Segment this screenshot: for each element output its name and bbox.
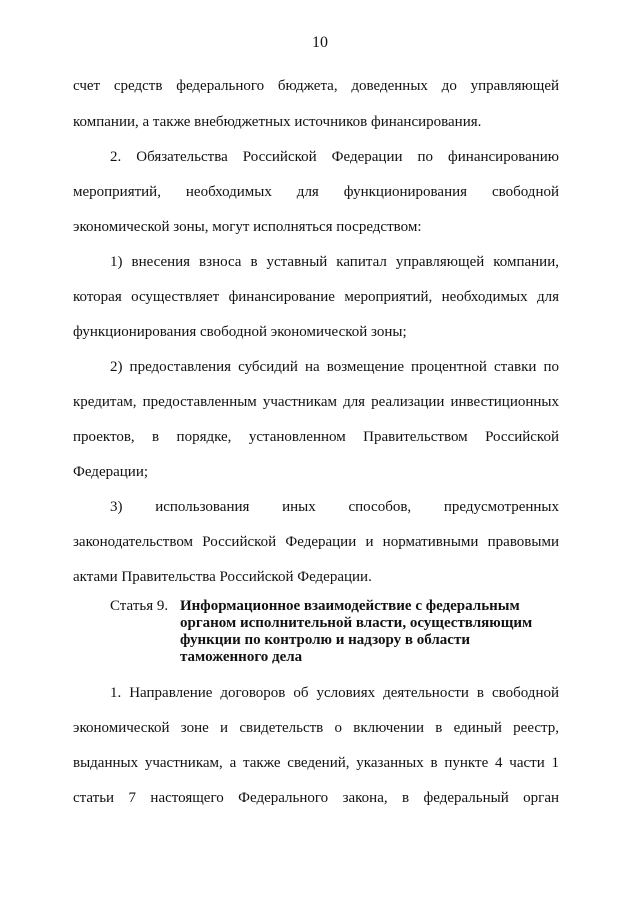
article-number: Статья 9. xyxy=(110,598,169,614)
text-line: счет средств федерального бюджета, доведенных до управляющей xyxy=(73,78,559,94)
article-title-line: органом исполнительной власти, осуществляющим xyxy=(180,615,533,631)
paragraph-2-start: 2. Обязательства Российской Федерации по финансированию xyxy=(110,149,559,165)
text-line: актами Правительства Российской Федерации. xyxy=(73,569,372,585)
article-title-line: функции по контролю и надзору в области xyxy=(180,632,470,648)
text-line: которая осуществляет финансирование мероприятий, необходимых для xyxy=(73,289,559,305)
list-item-3: 3) использования иных способов, предусмотренных xyxy=(110,499,559,515)
text-line: кредитам, предоставленным участникам для реализации инвестиционных xyxy=(73,394,559,410)
article-9-paragraph-1-start: 1. Направление договоров об условиях деятельности в свободной xyxy=(110,685,559,701)
text-line: экономической зоны, могут исполняться посредством: xyxy=(73,219,422,235)
text-line: функционирования свободной экономической зоны; xyxy=(73,324,407,340)
text-line: Федерации; xyxy=(73,464,149,480)
list-item-1: 1) внесения взноса в уставный капитал управляющей компании, xyxy=(110,254,559,270)
list-item-2: 2) предоставления субсидий на возмещение процентной ставки по xyxy=(110,359,559,375)
text-line: законодательством Российской Федерации и нормативными правовыми xyxy=(73,534,559,550)
text-line: мероприятий, необходимых для функционирования свободной xyxy=(73,184,559,200)
article-title-line: таможенного дела xyxy=(180,649,303,665)
text-line: компании, а также внебюджетных источников финансирования. xyxy=(73,114,482,130)
text-line: проектов, в порядке, установленном Правительством Российской xyxy=(73,429,559,445)
page-number: 10 xyxy=(312,34,328,51)
text-line: статьи 7 настоящего Федерального закона, в федеральный орган xyxy=(73,790,559,806)
text-line: выданных участникам, а также сведений, указанных в пункте 4 части 1 xyxy=(73,755,559,771)
article-title-line: Информационное взаимодействие с федеральным xyxy=(180,598,520,614)
text-line: экономической зоне и свидетельств о включении в единый реестр, xyxy=(73,720,559,736)
